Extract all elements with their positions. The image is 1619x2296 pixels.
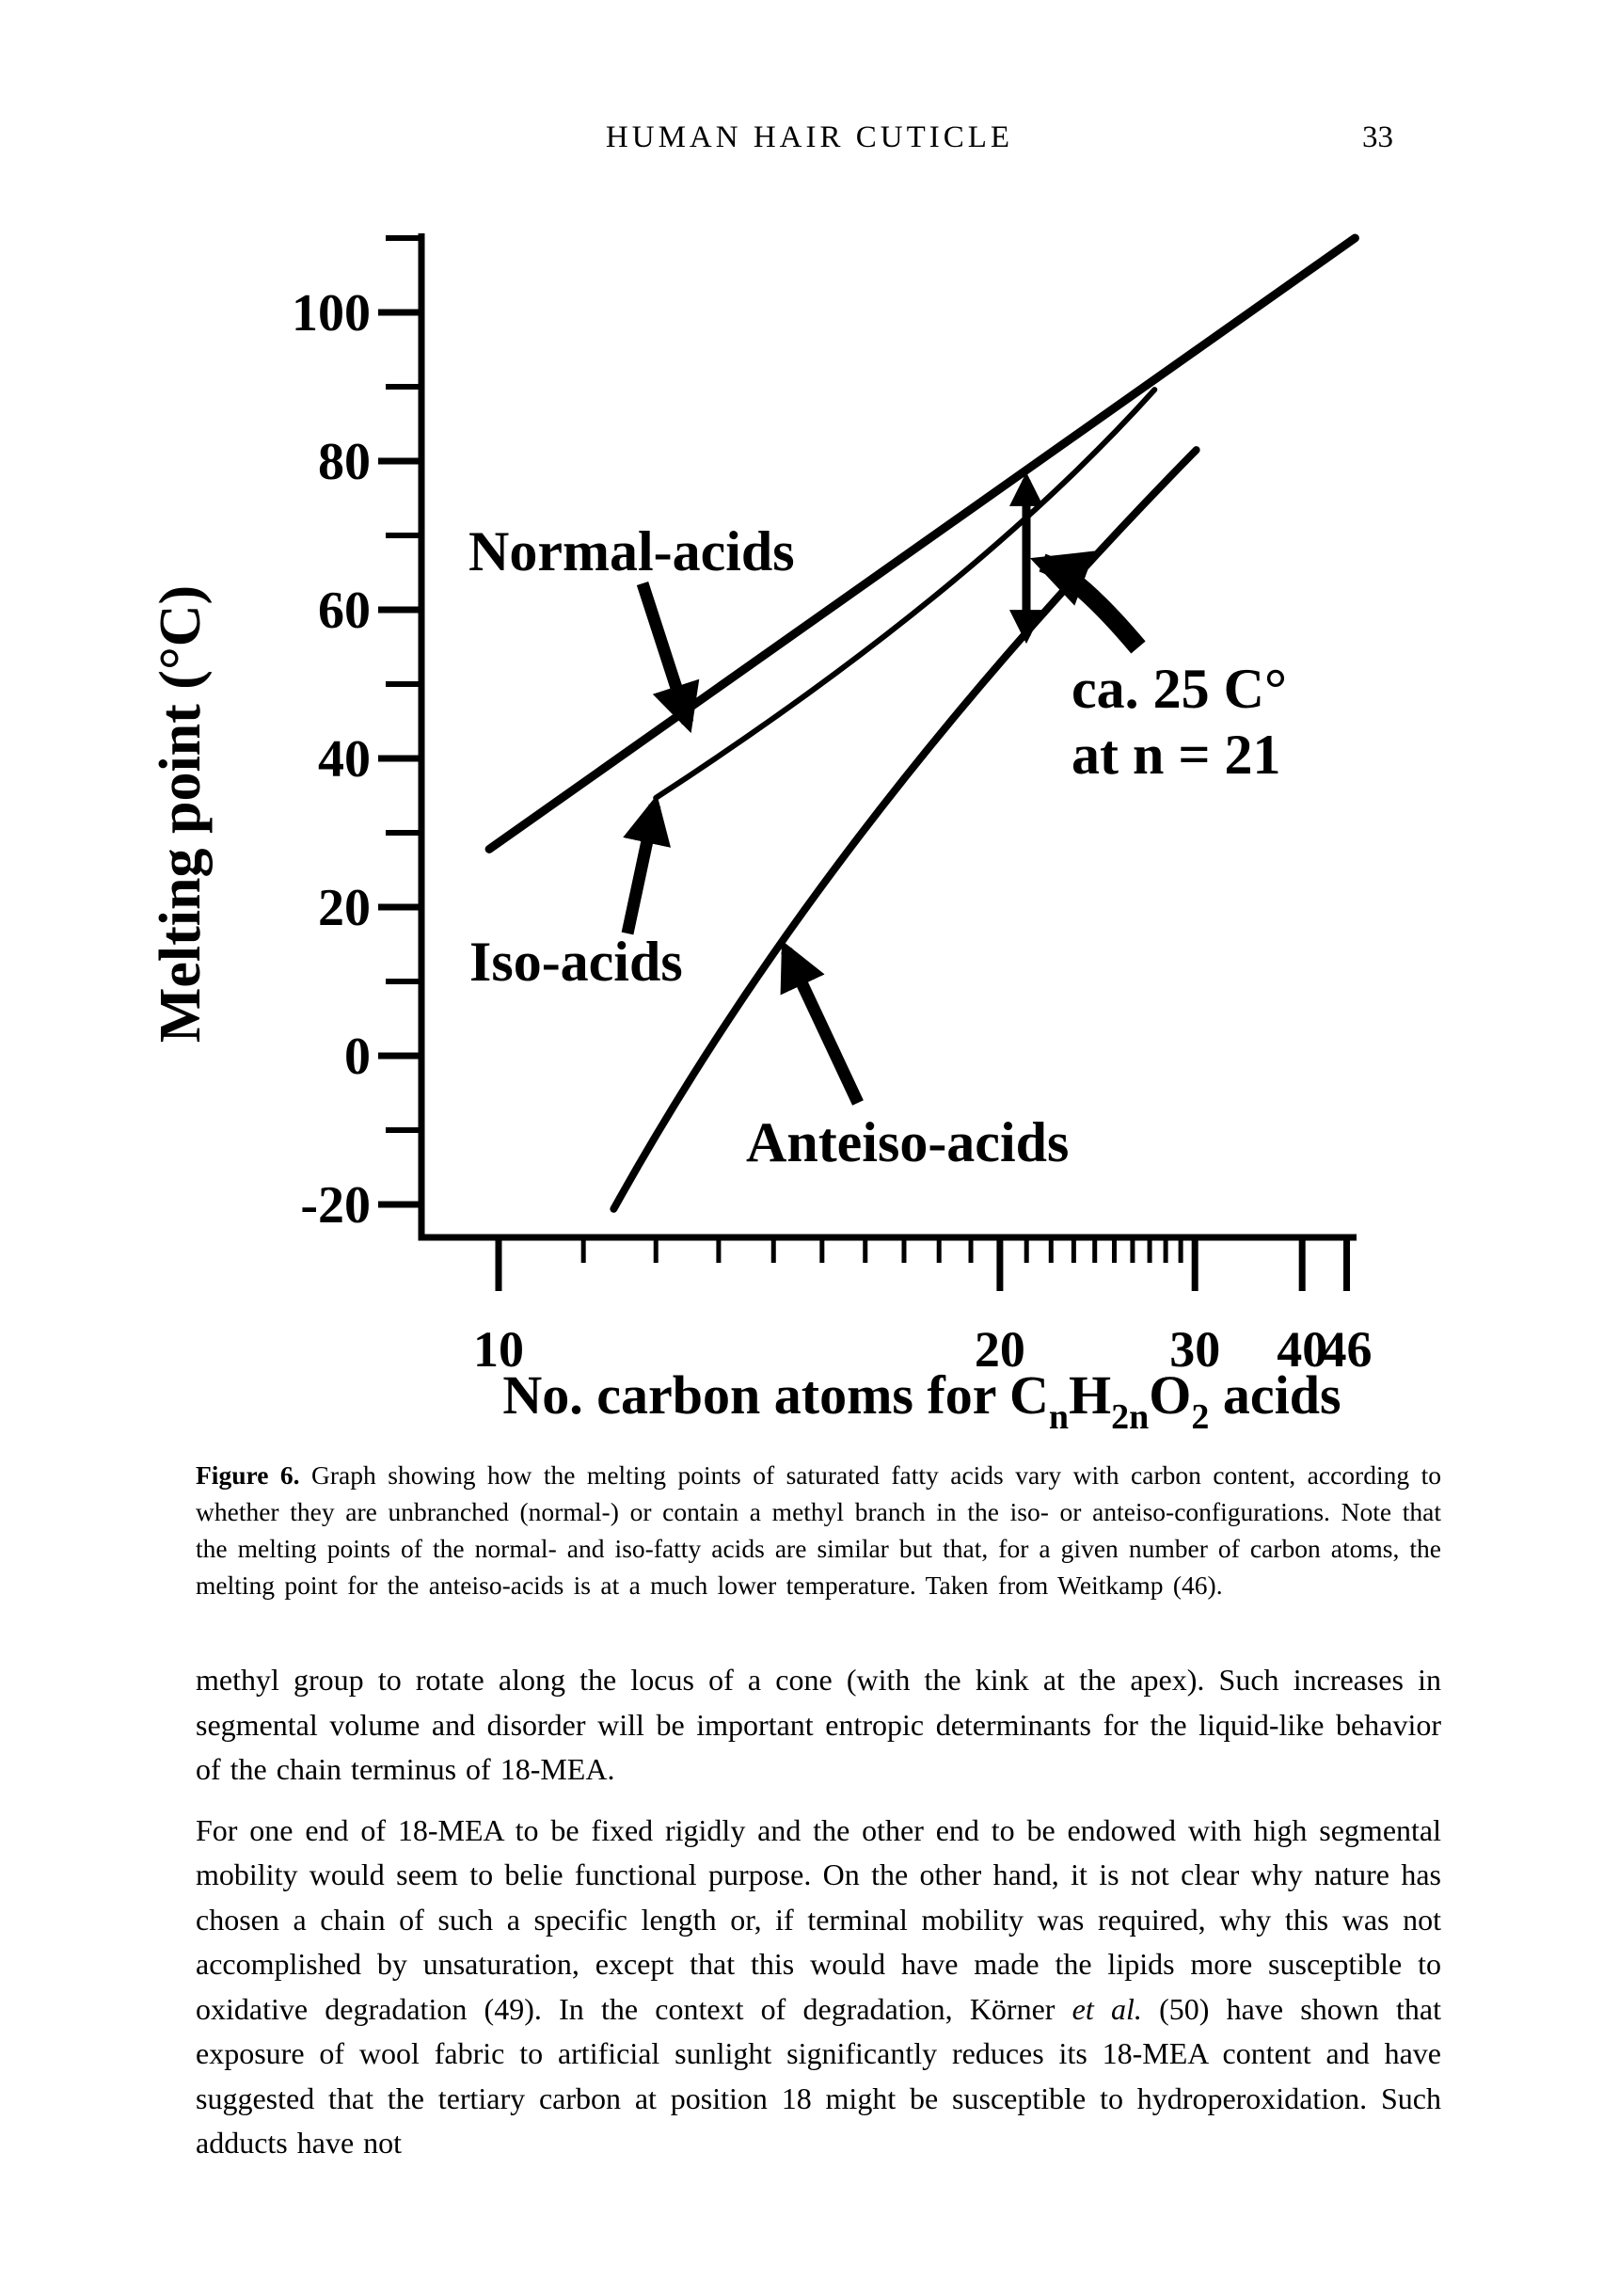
gap-value-label: ca. 25 C° [1071, 658, 1287, 720]
iso-acids-arrow [627, 805, 655, 933]
anteiso-acids-arrow [786, 950, 858, 1103]
y-axis-title: Melting point (°C) [149, 584, 213, 1044]
running-head: HUMAN HAIR CUTICLE [605, 120, 1014, 154]
gap-callout-arrow [1042, 563, 1138, 647]
annotation-labels [468, 520, 1287, 1173]
x-tick-label: 20 [974, 1321, 1025, 1378]
y-tick-label: 20 [318, 879, 371, 937]
body-paragraph-2-text-cont: (50) have shown that exposure of wool fabric to artificial sunlight significantly reduces its 18-MEA content and have suggested that the tertiary carbon at position 18 might be susceptible to hydroperoxidation. Such adducts have not [196, 1991, 1442, 2160]
body-paragraph-1: methyl group to rotate along the locus of a cone (with the kink at the apex). Such increases in segmental volume and disorder will be important entropic determinants for the liquid-like behavior of the chain terminus of 18-MEA. [196, 1663, 1441, 1786]
y-tick-label: 40 [318, 730, 371, 789]
axes [292, 233, 1373, 1378]
figure-caption-label: Figure 6. [196, 1460, 300, 1490]
x-tick-label: 40 [1277, 1321, 1328, 1378]
y-tick-label: 100 [292, 284, 371, 343]
y-tick-label: 0 [344, 1028, 371, 1086]
x-tick-label: 10 [472, 1321, 524, 1378]
gap-position-label: at n = 21 [1071, 724, 1281, 786]
normal-acids-arrow [643, 583, 688, 723]
body-paragraph-2-text: For one end of 18-MEA to be fixed rigidly and the other end to be endowed with high segmental mobility would seem to belie functional purpose. On the other hand, it is not clear why nature has chosen a chain of such a specific length or, if terminal mobility was required, why this was not accomplished by unsaturation, except that this would have made the lipids more susceptible to oxidative degradation (49). In the context of degradation, Körner [196, 1812, 1441, 2026]
figure-caption [196, 1457, 1441, 1603]
x-tick-label: 30 [1169, 1321, 1221, 1378]
anteiso-acids-label: Anteiso-acids [746, 1111, 1070, 1173]
iso-acids-label: Iso-acids [469, 931, 683, 993]
et-al-italic: et al. [1071, 1991, 1142, 2026]
page-number: 33 [1362, 120, 1393, 154]
figure-caption-text: Graph showing how the melting points of saturated fatty acids vary with carbon content, according to whether they are unbranched (normal-) or contain a methyl branch in the iso- or anteiso-configurations. Note that the melting points of the normal- and iso-fatty acids are similar but that, for a given number of carbon atoms, the melting point for the anteiso-acids is at a much lower temperature. Taken from Weitkamp (46). [196, 1460, 1441, 1600]
y-tick-label: -20 [300, 1176, 371, 1235]
x-tick-label: 46 [1321, 1321, 1373, 1378]
y-tick-label: 60 [318, 582, 371, 640]
normal-acids-label: Normal-acids [468, 520, 795, 582]
x-axis-title: No. carbon atoms for $C_nH_{2n}O_2$ acids [502, 1364, 1341, 1437]
body-text [196, 1658, 1441, 2166]
body-paragraph-2 [196, 1809, 1441, 2166]
y-tick-label: 80 [318, 433, 371, 491]
